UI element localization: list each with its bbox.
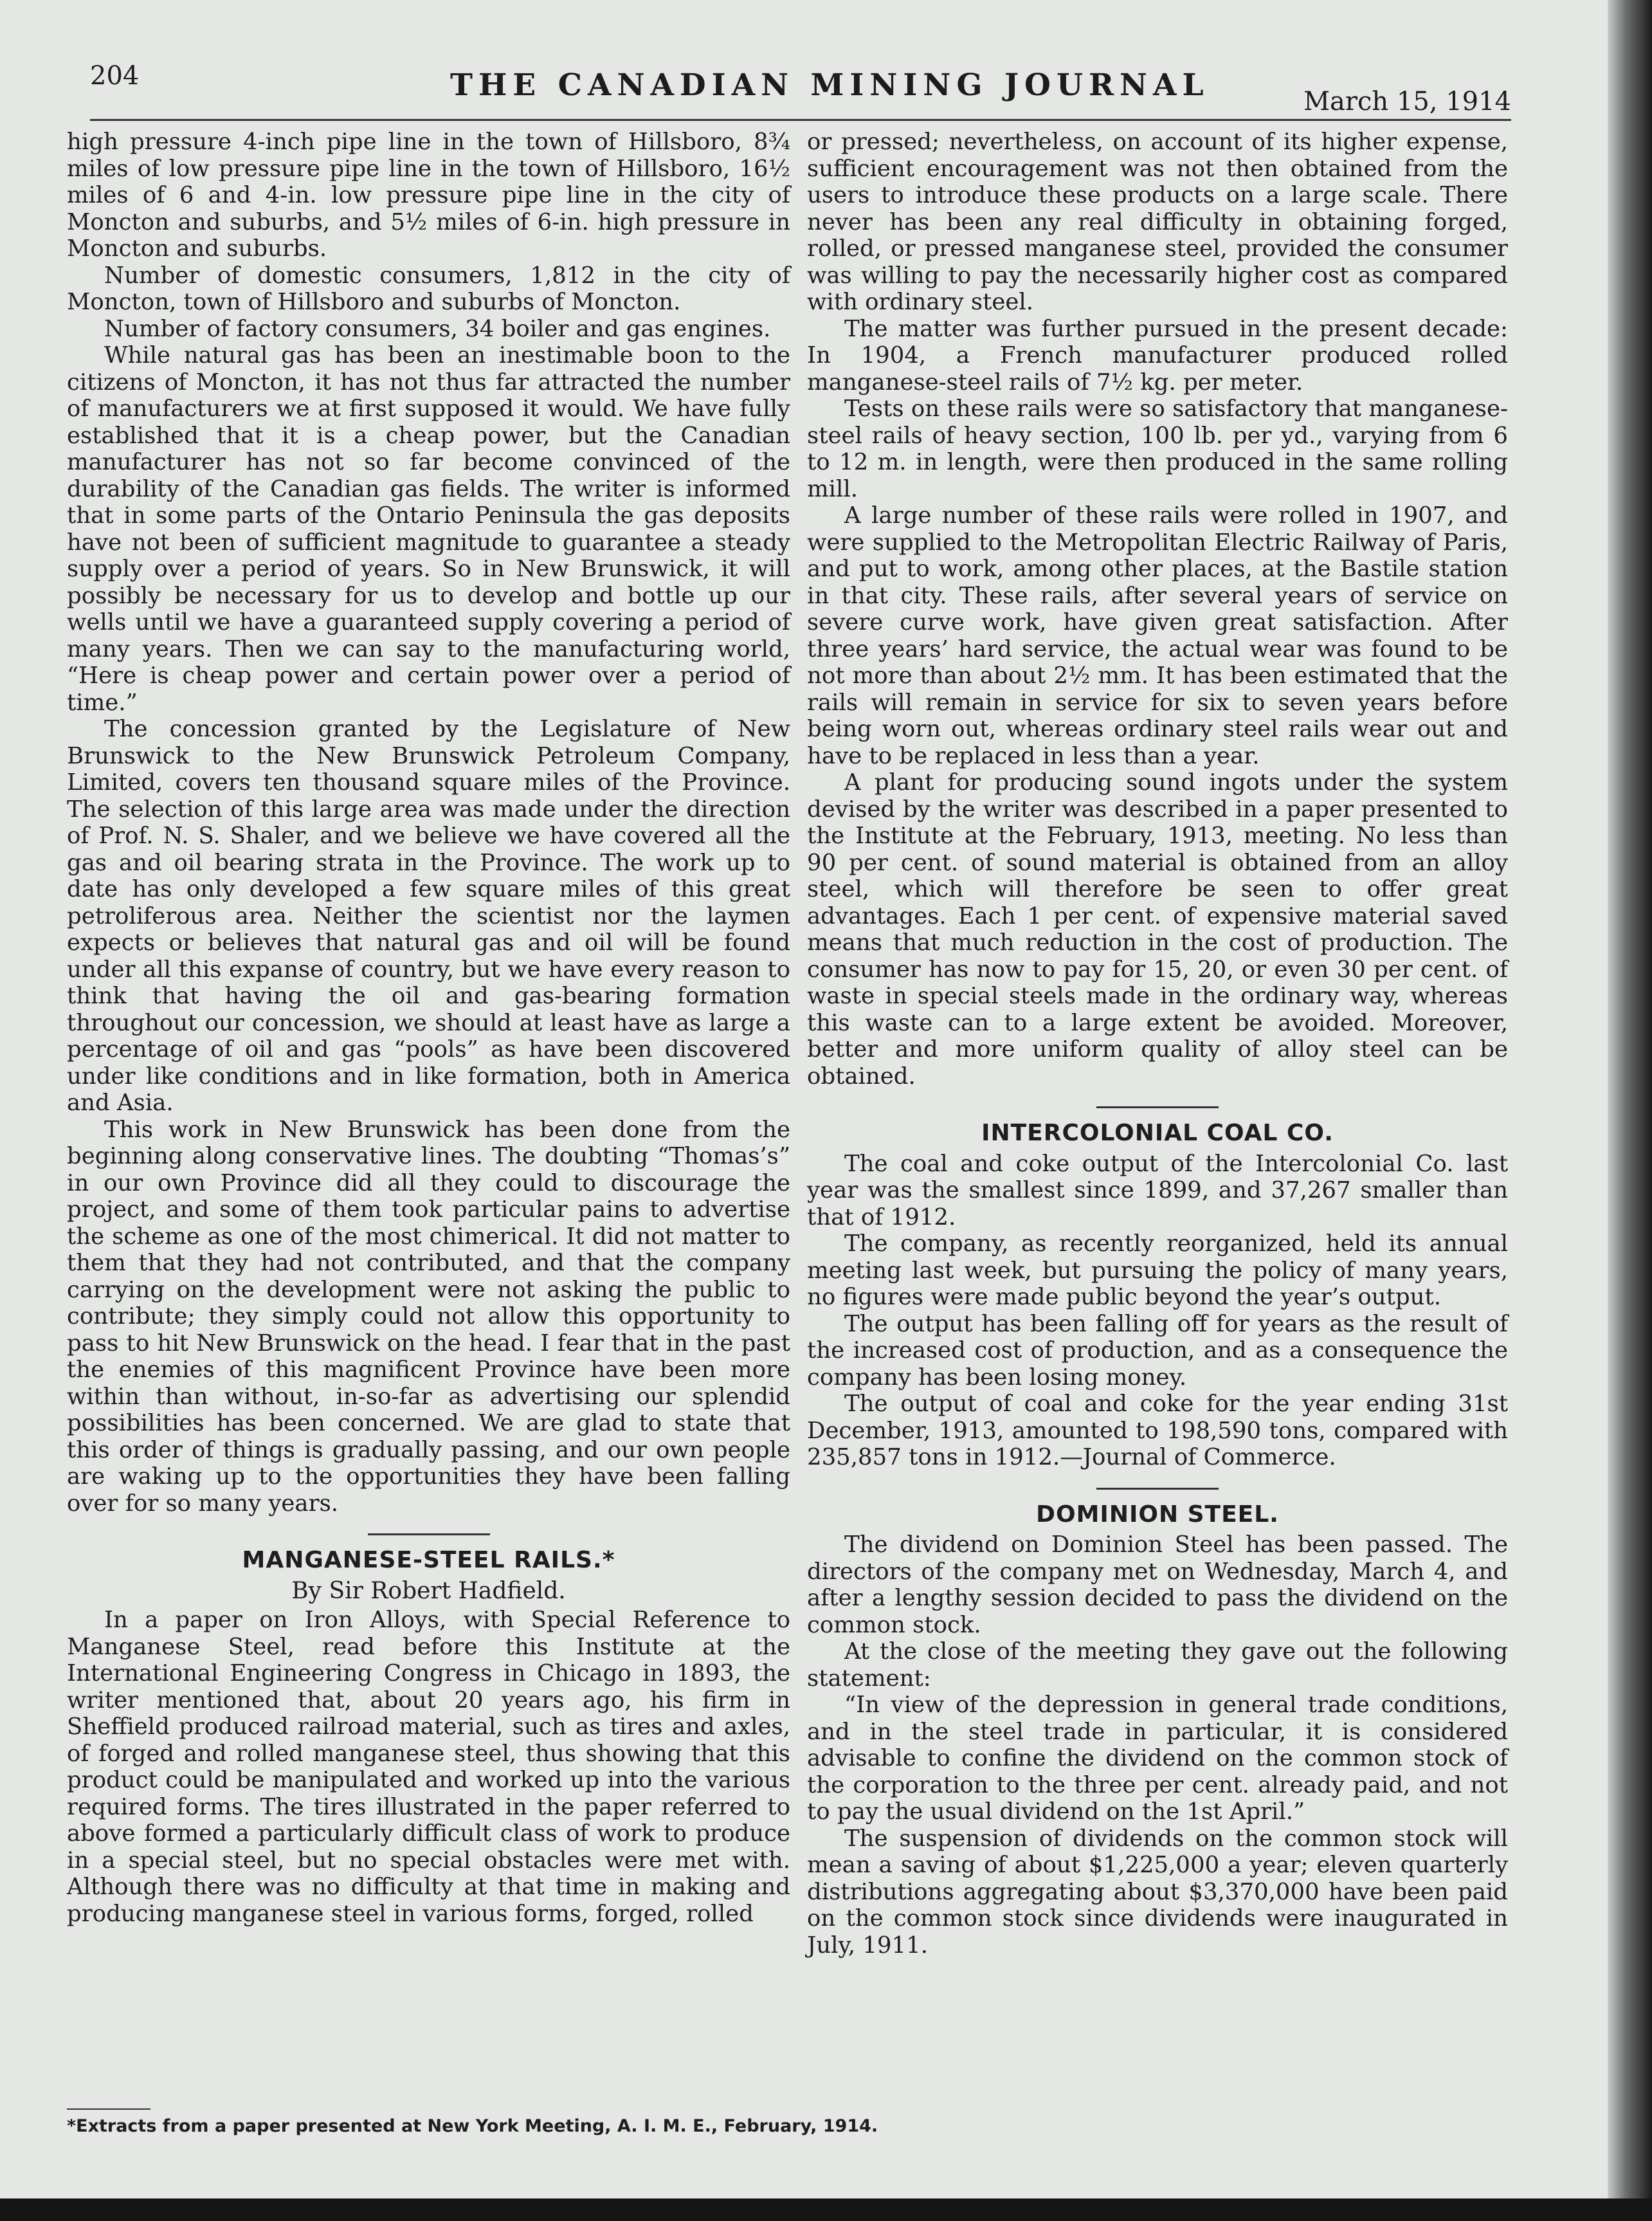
section-divider (1096, 1488, 1219, 1490)
paragraph: A plant for producing sound ingots under the system devised by the writer was described in a paper presented to the Institute at the February, 1913, meeting. No less than 90 per cent. of sound material is obtained from an alloy steel, which will therefore be seen to offer great advantages. Each 1 per cent. of expensive material saved means that much reduction in the cost of production. The consumer has now to pay for 15, 20, or even 30 per cent. of waste in special steels made in the ordinary way, whereas this waste can to a large extent be avoided. Moreover, better and more uniform quality of alloy steel can be obtained. (807, 769, 1508, 1090)
paragraph: The dividend on Dominion Steel has been passed. The directors of the company met on Wednesday, March 4, and after a lengthy session decided to pass the dividend on the common stock. (807, 1531, 1508, 1638)
article-byline: By Sir Robert Hadfield. (291, 1577, 566, 1604)
paragraph: Number of domestic consumers, 1,812 in the city of Moncton, town of Hillsboro and suburbs of Moncton. (67, 262, 790, 315)
article-title-intercolonial: INTERCOLONIAL COAL CO. (981, 1120, 1334, 1146)
paragraph: The output has been falling off for years as the result of the increased cost of production, and as a consequence the company has been losing money. (807, 1310, 1508, 1391)
paragraph: The concession granted by the Legislature of New Brunswick to the New Brunswick Petroleum Company, Limited, covers ten thousand square miles of the Province. The selection of this large area was made under the direction of Prof. N. S. Shaler, and we believe we have covered all the gas and oil bearing strata in the Province. The work up to date has only developed a few square miles of this great petroliferous area. Neither the scientist nor the laymen expects or believes that natural gas and oil will be found under all this expanse of country, but we have every reason to think that having the oil and gas-bearing formation throughout our concession, we should at least have as large a percentage of oil and gas “pools” as have been discovered under like conditions and in like formation, both in America and Asia. (67, 716, 790, 1116)
section-divider (368, 1533, 490, 1535)
paragraph: A large number of these rails were rolled in 1907, and were supplied to the Metropolitan Electric Railway of Paris, and put to work, among other places, at the Bastile station in that city. These rails, after several years of service on severe curve work, have given great satisfaction. After three years’ hard service, the actual wear was found to be not more than about 2½ mm. It has been estimated that the rails will remain in service for six to seven years before being worn out, whereas ordinary steel rails wear out and have to be replaced in less than a year. (807, 502, 1508, 769)
paragraph: The suspension of dividends on the common stock will mean a saving of about $1,225,000 a year; eleven quarterly distributions aggregating about $3,370,000 have been paid on the common stock since dividends were inaugurated in July, 1911. (807, 1825, 1508, 1959)
issue-date: March 15, 1914 (1303, 87, 1511, 116)
section-divider (1096, 1106, 1219, 1108)
footnote-divider (67, 2108, 150, 2110)
page-header (90, 61, 1511, 121)
paragraph: high pressure 4-inch pipe line in the town of Hillsboro, 8¾ miles of low pressure pipe line in the town of Hillsboro, 16½ miles of 6 and 4-in. low pressure pipe line in the city of Moncton and suburbs, and 5½ miles of 6-in. high pressure in Moncton and suburbs. (67, 129, 790, 262)
right-column (807, 129, 1508, 1959)
book-spine-shadow (1608, 0, 1652, 2221)
paragraph: The company, as recently reorganized, held its annual meeting last week, but pursuing the policy of many years, no figures were made public beyond the year’s output. (807, 1230, 1508, 1310)
paragraph: Tests on these rails were so satisfactory that manganese-steel rails of heavy section, 100 lb. per yd., varying from 6 to 12 m. in length, were then produced in the same rolling mill. (807, 396, 1508, 502)
article-title-dominion: DOMINION STEEL. (1036, 1501, 1279, 1528)
paragraph: The matter was further pursued in the present decade: In 1904, a French manufacturer produced rolled manganese-steel rails of 7½ kg. per meter. (807, 315, 1508, 396)
paragraph: or pressed; nevertheless, on account of its higher expense, sufficient encouragement was not then obtained from the users to introduce these products on a large scale. There never has been any real difficulty in obtaining forged, rolled, or pressed manganese steel, provided the consumer was willing to pay the necessarily higher cost as compared with ordinary steel. (807, 129, 1508, 315)
paragraph: The output of coal and coke for the year ending 31st December, 1913, amounted to 198,590 tons, compared with 235,857 tons in 1912.—Journal of Commerce. (807, 1391, 1508, 1470)
footnote: *Extracts from a paper presented at New York Meeting, A. I. M. E., February, 1914. (67, 2116, 878, 2136)
left-column (67, 129, 790, 1927)
page-number: 204 (90, 61, 140, 91)
scan-bottom-edge (0, 2198, 1652, 2221)
paragraph: This work in New Brunswick has been done from the beginning along conservative lines. The doubting “Thomas’s” in our own Province did all they could to discourage the project, and some of them took particular pains to advertise the scheme as one of the most chimerical. It did not matter to them that they had not contributed, and that the company carrying on the development were not asking the public to contribute; they simply could not allow this opportunity to pass to hit New Brunswick on the head. I fear that in the past the enemies of this magnificent Province have been more within than without, in-so-far as advertising our splendid possibilities has been concerned. We are glad to state that this order of things is gradually passing, and our own people are waking up to the opportunities they have been falling over for so many years. (67, 1116, 790, 1517)
paragraph: In a paper on Iron Alloys, with Special Reference to Manganese Steel, read before this Institute at the International Engineering Congress in Chicago in 1893, the writer mentioned that, about 20 years ago, his firm in Sheffield produced railroad material, such as tires and axles, of forged and rolled manganese steel, thus showing that this product could be manipulated and worked up into the various required forms. The tires illustrated in the paper referred to above formed a particularly difficult class of work to produce in a special steel, but no special obstacles were met with. Although there was no difficulty at that time in making and producing manganese steel in various forms, forged, rolled (67, 1607, 790, 1927)
paragraph: Number of factory consumers, 34 boiler and gas engines. (104, 315, 771, 342)
paragraph: The coal and coke output of the Intercolonial Co. last year was the smallest since 1899, and 37,267 smaller than that of 1912. (807, 1150, 1508, 1230)
paragraph: “In view of the depression in general trade conditions, and in the steel trade in particular, it is considered advisable to confine the dividend on the common stock of the corporation to the three per cent. already paid, and not to pay the usual dividend on the 1st April.” (807, 1692, 1508, 1825)
paragraph: At the close of the meeting they gave out the following statement: (807, 1638, 1508, 1692)
article-title-manganese: MANGANESE-STEEL RAILS.* (242, 1547, 615, 1573)
journal-title: THE CANADIAN MINING JOURNAL (450, 68, 1210, 103)
paragraph: While natural gas has been an inestimable boon to the citizens of Moncton, it has not thus far attracted the number of manufacturers we at first supposed it would. We have fully established that it is a cheap power, but the Canadian manufacturer has not so far become convinced of the durability of the Canadian gas fields. The writer is informed that in some parts of the Ontario Peninsula the gas deposits have not been of sufficient magnitude to guarantee a steady supply over a period of years. So in New Brunswick, it will possibly be necessary for us to develop and bottle up our wells until we have a guaranteed supply covering a period of many years. Then we can say to the manufacturing world, “Here is cheap power and certain power over a period of time.” (67, 342, 790, 716)
